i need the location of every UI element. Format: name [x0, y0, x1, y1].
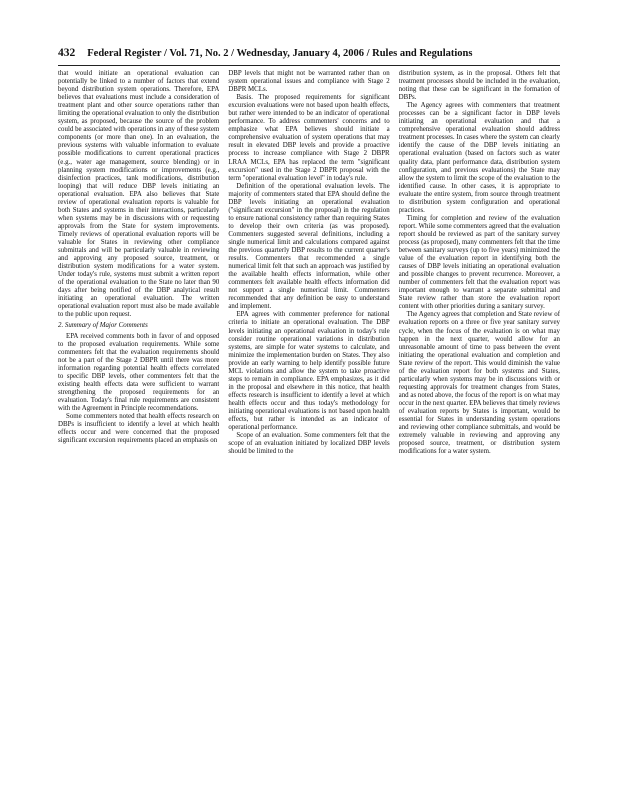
- paragraph: The Agency agrees with commenters that treatment processes can be a significant factor in DBP levels initiating an operational evaluation and that a comprehensive operational evaluation should address treatment processes. In cases where the system can clearly identify the cause of the DBP levels initiating an operational evaluation (based on factors such as water quality data, plant performance data, distribution system configuration, and previous evaluations) the State may allow the system to limit the scope of the evaluation to the identified cause. In other cases, it is appropriate to evaluate the entire system, from source through treatment to distribution system configuration and operational practices.: [398, 102, 560, 214]
- column-right: [399, 70, 560, 785]
- paragraph: The Agency agrees that completion and State review of evaluation reports on a three or five year sanitary survey cycle, when the focus of the evaluation is on what may happen in the next quarter, would allow for an unreasonable amount of time to pass between the event initiating the operational evaluation and completion and State review of the report. This would diminish the value of the evaluation report for both systems and States, particularly when systems may be in discussions with or requesting approvals for treatment changes from States, and as noted above, the focus of the report is on what may occur in the next quarter. EPA believes that timely reviews of evaluation reports by States is important, would be essential for States in understanding system operations and reviewing other compliance submittals, and would be extremely valuable in reviewing and approving any proposed source, treatment, or distribution system modifications for a water system.: [398, 311, 560, 456]
- text-columns: [58, 70, 560, 785]
- paragraph: Scope of an evaluation. Some commenters felt that the scope of an evaluation initiated by localized DBP levels should be limited to the: [228, 432, 390, 456]
- paragraph: EPA received comments both in favor of and opposed to the proposed evaluation requirements. While some commenters felt that the evaluation requirements should not be a part of the Stage 2 DBPR until there was more information regarding potential health effects correlated to specific DBP levels, other commenters felt that the existing health effects data were sufficient to warrant strengthening the proposed requirements for an evaluation. Today's final rule requirements are consistent with the Agreement in Principle recommendations.: [58, 332, 220, 412]
- column-middle: [228, 70, 389, 785]
- paragraph: Timing for completion and review of the evaluation report. While some commenters agreed that the evaluation report should be reviewed as part of the sanitary survey process (as proposed), many commenters felt that the time between sanitary surveys (up to five years) minimized the value of the evaluation report in identifying both the causes of DBP levels initiating an operational evaluation and possible changes to prevent recurrence. Moreover, a number of commenters felt that the evaluation report was important enough to warrant a separate submittal and State review rather than store the evaluation report content with other priorities during a sanitary survey.: [398, 214, 560, 311]
- paragraph: that would initiate an operational evaluation can potentially be linked to a number of factors that extend beyond distribution system operations. Therefore, EPA believes that evaluations must include a consideration of treatment plant and other source operations rather than limiting the operational evaluation to only the distribution system, as proposed, because the source of the problem could be associated with operations in any of these system components (or more than one). In an evaluation, the previous systems with valuable information to evaluate possible modifications to current operational practices (e.g., water age management, source blending) or in planning system modifications or improvements (e.g., disinfection practices, tank modifications, distribution looping) that will reduce DBP levels initiating an operational evaluation. EPA also believes that State review of operational evaluation reports is valuable for both States and systems in their interactions, particularly when systems may be in discussions with or requesting approvals from the State for system improvements. Timely reviews of operational evaluation reports will be valuable for States in reviewing other compliance submittals and will be particularly valuable in reviewing and approving any proposed source, treatment, or distribution system modifications for a water system. Under today's rule, systems must submit a written report of the operational evaluation to the State no later than 90 days after being notified of the DBP analytical result initiating an operational evaluation. The written operational evaluation report must also be made available to the public upon request.: [58, 70, 220, 319]
- paragraph: EPA agrees with commenter preference for national criteria to initiate an operational evaluation. The DBP levels initiating an operational evaluation in today's rule consider routine operational variations in distribution systems, are simple for water systems to calculate, and minimize the implementation burden on States. They also provide an early warning to help identify possible future MCL violations and allow the system to take proactive steps to remain in compliance. EPA emphasizes, as it did in the proposal and elsewhere in this notice, that health effects research is insufficient to identify a level at which health effects occur and thus today's methodology for initiating operational evaluations is not based upon health effects, but rather is intended as an indicator of operational performance.: [228, 311, 390, 432]
- column-left: [58, 70, 219, 785]
- paragraph: distribution system, as in the proposal. Others felt that treatment processes should be included in the evaluation, noting that these can be significant in the formation of DBPs.: [398, 70, 560, 102]
- page-number: 432: [58, 47, 76, 59]
- paragraph: Some commenters noted that health effects research on DBPs is insufficient to identify a level at which health effects occur and were concerned that the proposed significant excursion requirements placed an emphasis on: [58, 412, 220, 445]
- paragraph: DBP levels that might not be warranted rather than on system operational issues and compliance with Stage 2 DBPR MCLs.: [228, 70, 390, 94]
- running-header: [58, 47, 560, 66]
- running-head-title: Federal Register / Vol. 71, No. 2 / Wednesday, January 4, 2006 / Rules and Regulations: [87, 48, 473, 59]
- section-heading: 2. Summary of Major Comments: [58, 322, 148, 330]
- paragraph: Basis. The proposed requirements for significant excursion evaluations were not based upon health effects, but rather were intended to be an indicator of operational performance. To address commenters' concerns and to emphasize what EPA believes should initiate a comprehensive evaluation of system operations that may result in elevated DBP levels and provide a proactive process to increase compliance with Stage 2 DBPR LRAA MCLs, EPA has replaced the term "significant excursion" used in the Stage 2 DBPR proposal with the term "operational evaluation level" in today's rule.: [228, 94, 390, 182]
- paragraph: Definition of the operational evaluation levels. The majority of commenters stated that EPA should define the DBP levels initiating an operational evaluation ("significant excursion" in the proposal) in the regulation to ensure national consistency rather than requiring States to develop their own criteria (as was proposed). Commenters suggested several definitions, including a single numerical limit and calculations compared against the previous quarterly DBP results to the current quarter's results. Commenters that recommended a single numerical limit felt that such an approach was justified by the available health effects information, while other commenters felt available health effects information did not support a single numerical limit. Commenters recommended that any definition be easy to understand and implement.: [228, 182, 390, 311]
